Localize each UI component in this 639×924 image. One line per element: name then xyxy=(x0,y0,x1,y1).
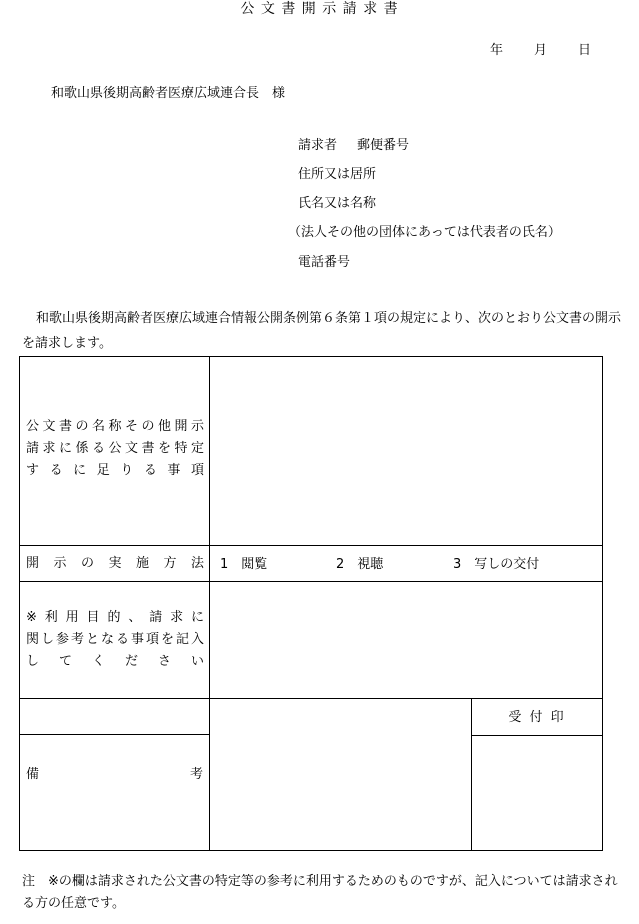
requester-label: 請求者 xyxy=(298,138,338,153)
label-line: 関し参考となる事項を記入 xyxy=(26,632,204,647)
document-name-label xyxy=(26,416,204,482)
addressee: 和歌山県後期高齢者医療広域連合長 様 xyxy=(51,86,286,101)
document-title: 公 文 書 開 示 請 求 書 xyxy=(240,1,399,17)
label-line: するに足りる事項 xyxy=(26,463,204,478)
request-statement: 和歌山県後期高齢者医療広域連合情報公開条例第６条第１項の規定により、次のとおり公文書の開示を請求します。 xyxy=(22,311,622,351)
purpose-field[interactable] xyxy=(210,582,602,697)
remarks-label-left: 備 xyxy=(26,767,40,782)
method-option-view[interactable]: 1 閲覧 xyxy=(220,557,268,572)
footnote: 注 ※の欄は請求された公文書の特定等の参考に利用するためのものですが、記入については請求される方の任意です。 xyxy=(22,874,618,911)
method-option-copy[interactable]: 3 写しの交付 xyxy=(453,557,540,572)
label-line: 公文書の名称その他開示 xyxy=(26,419,204,434)
remarks-field[interactable] xyxy=(210,699,470,850)
corporate-note: （法人その他の団体にあっては代表者の氏名） xyxy=(288,225,561,240)
method-option-listen[interactable]: 2 視聴 xyxy=(336,557,384,572)
document-name-field[interactable] xyxy=(210,357,602,544)
label-line: してください xyxy=(26,654,204,669)
stamp-rule xyxy=(471,735,603,736)
name-label: 氏名又は名称 xyxy=(298,196,377,211)
stamp-label: 受 付 印 xyxy=(508,710,566,725)
date-month-label: 月 xyxy=(534,43,548,58)
postal-code-label: 郵便番号 xyxy=(357,138,410,153)
table-rule xyxy=(19,545,603,546)
date-year-label: 年 xyxy=(490,43,504,58)
purpose-label xyxy=(26,607,204,673)
remarks-label-right: 考 xyxy=(190,767,204,782)
label-line: 請求に係る公文書を特定 xyxy=(26,441,204,456)
phone-label: 電話番号 xyxy=(298,255,351,270)
table-rule xyxy=(19,734,209,735)
label-line: ※利用目的、請求に xyxy=(26,610,204,625)
address-label: 住所又は居所 xyxy=(298,167,377,182)
disclosure-method-label xyxy=(26,553,204,575)
label-line: 開示の実施方法 xyxy=(26,556,204,571)
date-day-label: 日 xyxy=(578,43,592,58)
